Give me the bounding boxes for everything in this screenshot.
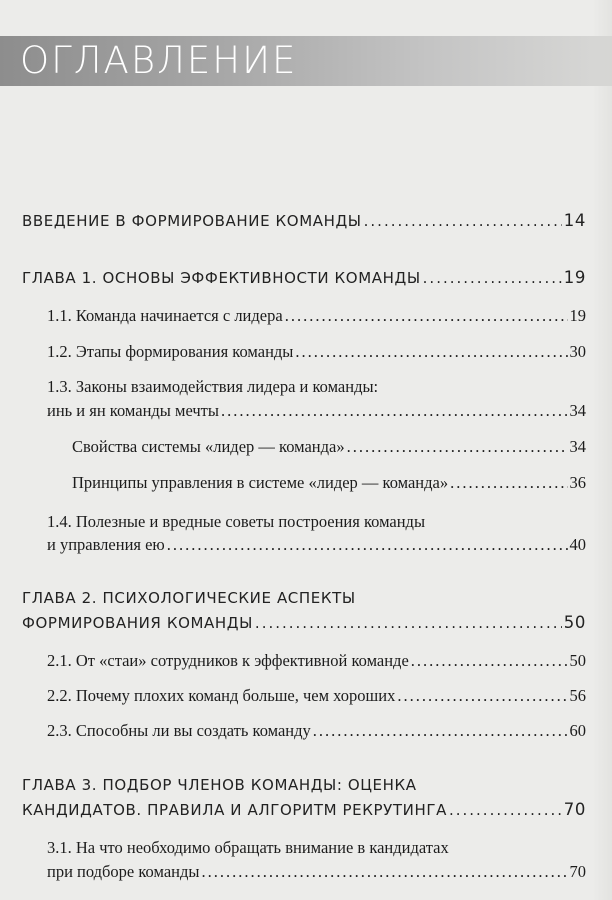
toc-entry-intro[interactable]	[22, 211, 586, 230]
toc-page-number: 36	[569, 473, 586, 492]
toc-entry-chapter-1[interactable]	[22, 268, 586, 287]
toc-leader-dots	[255, 614, 562, 632]
toc-page-number: 50	[569, 651, 586, 670]
toc-page-number: 19	[563, 268, 586, 287]
toc-leader-dots	[449, 801, 562, 819]
toc-page-number: 56	[569, 686, 586, 705]
toc-entry-title: Свойства системы «лидер — команда»	[72, 437, 345, 456]
toc-leader-dots	[221, 401, 568, 421]
toc-page-number: 34	[569, 437, 586, 456]
toc-entry-section-2-2[interactable]	[47, 686, 586, 706]
toc-entry-chapter-3[interactable]	[22, 800, 586, 819]
toc-page-number: 34	[569, 401, 586, 420]
toc-entry-title: ФОРМИРОВАНИЯ КОМАНДЫ	[22, 614, 253, 632]
toc-leader-dots	[295, 342, 567, 362]
toc-entry-section-1-1[interactable]	[47, 306, 586, 326]
toc-entry-title: и управления ею	[47, 535, 165, 554]
toc-page-number: 40	[569, 535, 586, 554]
toc-entry-section-1-4-line1[interactable]: 1.4. Полезные и вредные советы построения команды	[47, 512, 426, 531]
toc-leader-dots	[411, 651, 568, 671]
toc-page-number: 70	[569, 862, 586, 881]
toc-entry-title: 2.3. Способны ли вы создать команду	[47, 721, 311, 740]
page-title: ОГЛАВЛЕНИЕ	[20, 39, 298, 82]
toc-entry-section-3-1[interactable]	[47, 862, 586, 882]
toc-page-number: 14	[563, 211, 586, 230]
toc-page-number: 19	[569, 306, 586, 325]
toc-entry-title: Принципы управления в системе «лидер — команда»	[72, 473, 449, 492]
toc-entry-section-1-2[interactable]	[47, 342, 586, 362]
toc-entry-chapter-2[interactable]	[22, 613, 586, 632]
toc-leader-dots	[423, 269, 562, 287]
toc-entry-title: при подборе команды	[47, 862, 200, 881]
toc-leader-dots	[397, 686, 567, 706]
toc-entry-chapter-3-line1[interactable]: ГЛАВА 3. ПОДБОР ЧЛЕНОВ КОМАНДЫ: ОЦЕНКА	[22, 776, 417, 794]
toc-entry-subsection-1-3-2[interactable]	[72, 473, 586, 493]
toc-entry-section-3-1-line1[interactable]: 3.1. На что необходимо обращать внимание в кандидатах	[47, 838, 449, 857]
toc-leader-dots	[313, 721, 568, 741]
toc-entry-title: инь и ян команды мечты	[47, 401, 219, 420]
toc-page-number: 50	[563, 613, 586, 632]
toc-entry-chapter-2-line1[interactable]: ГЛАВА 2. ПСИХОЛОГИЧЕСКИЕ АСПЕКТЫ	[22, 589, 356, 607]
toc-page-number: 30	[569, 342, 586, 361]
toc-entry-section-1-3-line1[interactable]: 1.3. Законы взаимодействия лидера и команды:	[47, 377, 379, 396]
toc-leader-dots	[167, 535, 568, 555]
toc-page-number: 60	[569, 721, 586, 740]
toc-entry-section-2-3[interactable]	[47, 721, 586, 741]
toc-leader-dots	[347, 437, 568, 457]
toc-entry-section-2-1[interactable]	[47, 651, 586, 671]
toc-leader-dots	[201, 862, 567, 882]
toc-entry-title: 2.1. От «стаи» сотрудников к эффективной команде	[47, 651, 409, 670]
toc-entry-title: КАНДИДАТОВ. ПРАВИЛА И АЛГОРИТМ РЕКРУТИНГА	[22, 801, 447, 819]
toc-entry-section-1-4[interactable]	[47, 535, 586, 555]
toc-entry-title: ГЛАВА 1. ОСНОВЫ ЭФФЕКТИВНОСТИ КОМАНДЫ	[22, 269, 421, 287]
toc-leader-dots	[450, 473, 567, 493]
toc-entry-subsection-1-3-1[interactable]	[72, 437, 586, 457]
toc-entry-title: 1.2. Этапы формирования команды	[47, 342, 294, 361]
toc-leader-dots	[364, 212, 562, 230]
toc-entry-section-1-3[interactable]	[47, 401, 586, 421]
toc-leader-dots	[285, 306, 568, 326]
toc-entry-title: 2.2. Почему плохих команд больше, чем хороших	[47, 686, 396, 705]
toc-page-number: 70	[563, 800, 586, 819]
page-edge-shadow	[592, 0, 612, 900]
toc-entry-title: 1.1. Команда начинается с лидера	[47, 306, 283, 325]
toc-entry-title: ВВЕДЕНИЕ В ФОРМИРОВАНИЕ КОМАНДЫ	[22, 212, 362, 230]
